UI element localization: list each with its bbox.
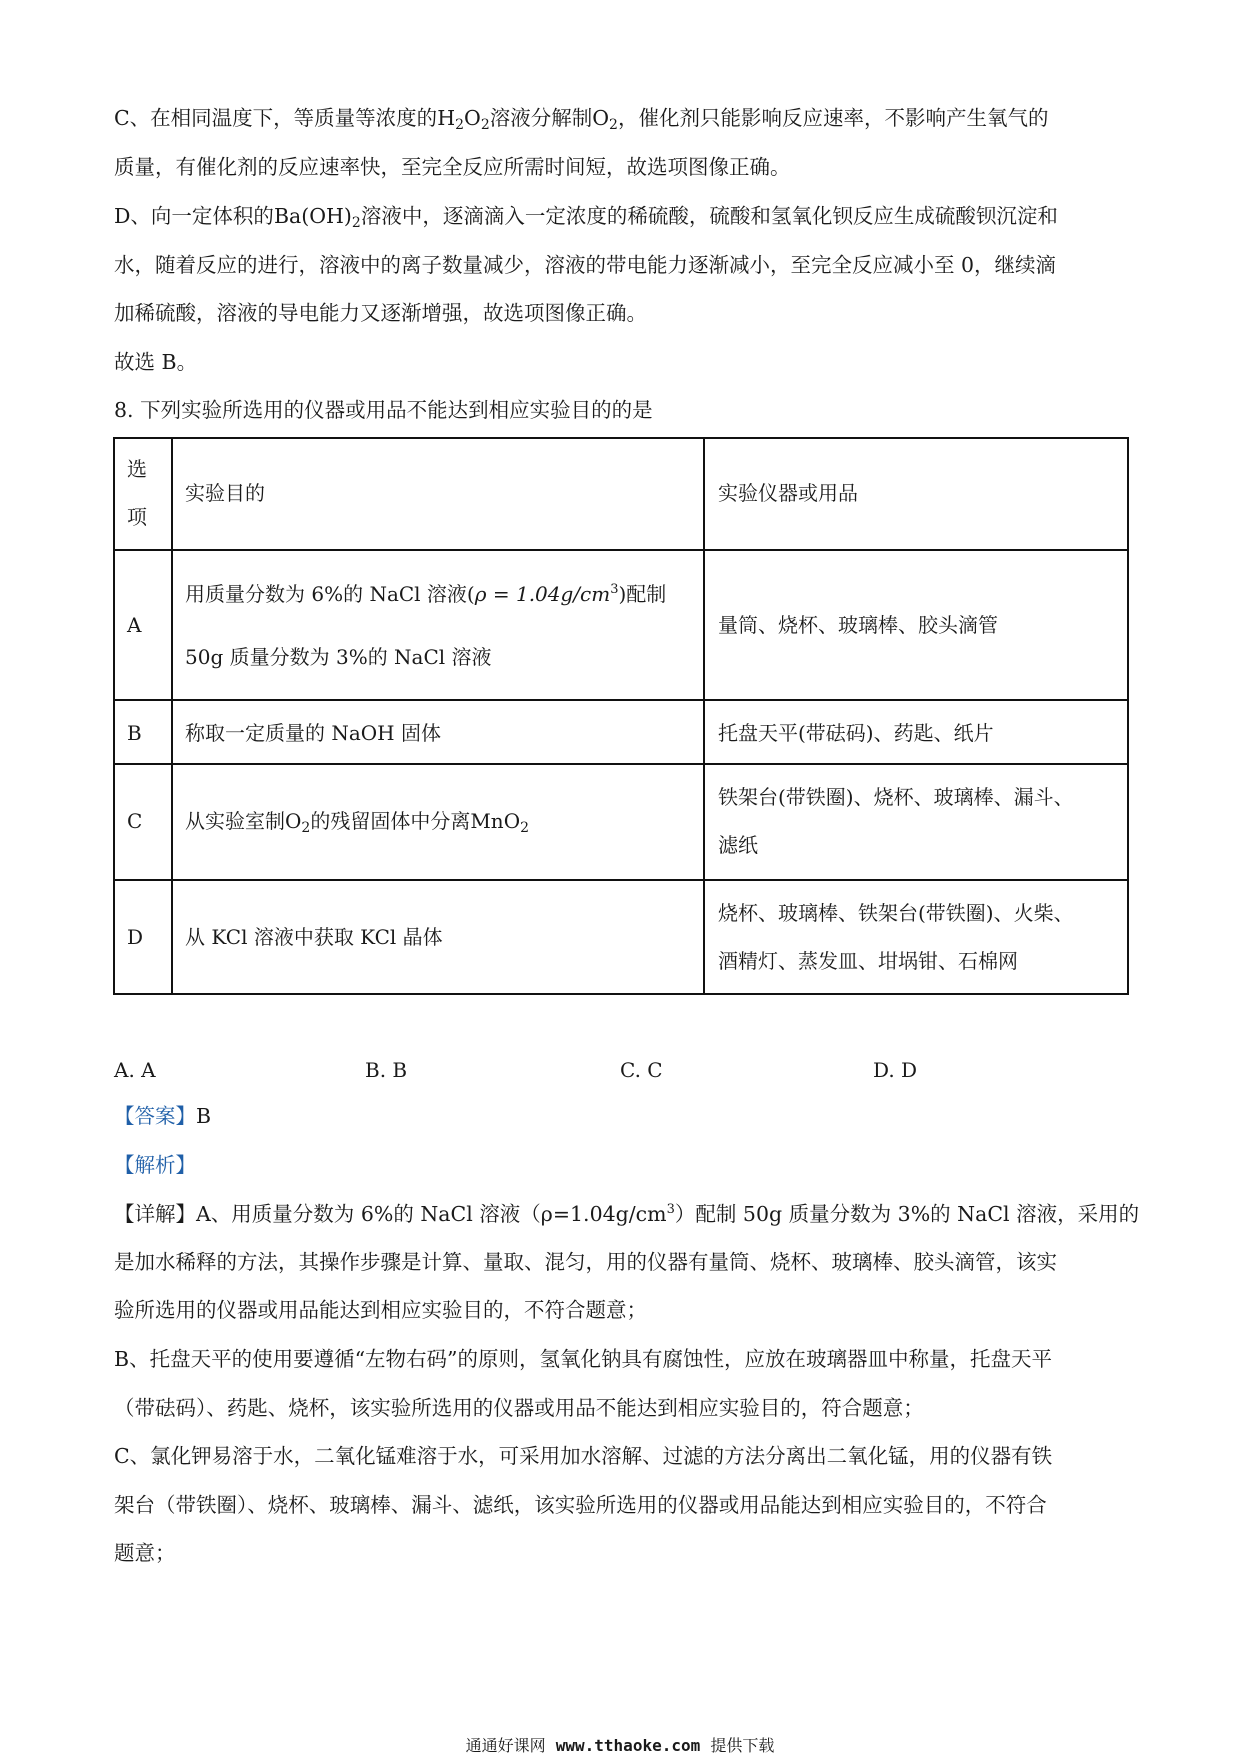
answer-line [114, 1106, 211, 1127]
table-rule [113, 437, 115, 995]
row-d-option: D [127, 925, 144, 949]
row-b-instruments: 托盘天平(带砝码)、药匙、纸片 [718, 721, 994, 745]
subscript: 2 [520, 820, 530, 836]
row-c-option: C [127, 809, 143, 833]
detail-c-line-3: 题意； [114, 1541, 176, 1565]
text: )配制 [618, 582, 667, 606]
experiment-table [113, 437, 1129, 995]
page-footer [0, 1733, 1240, 1756]
subscript: 2 [609, 117, 618, 133]
formula: ρ = 1.04g/cm [474, 582, 611, 606]
detail-b-line-1: B、托盘天平的使用要遵循“左物右码”的原则，氢氧化钠具有腐蚀性，应放在玻璃器皿中称量，托盘天平 [114, 1347, 1053, 1371]
choice-d: D. D [873, 1058, 918, 1082]
text: 从实验室制 [185, 809, 285, 833]
row-d-instruments-line-1: 烧杯、玻璃棒、铁架台(带铁圈)、火柴、 [718, 901, 1074, 925]
detail-b-line-2: （带砝码）、药匙、烧杯，该实验所选用的仪器或用品不能达到相应实验目的，符合题意； [114, 1396, 924, 1420]
detail-a-line-3: 验所选用的仪器或用品能达到相应实验目的，不符合题意； [114, 1298, 647, 1322]
table-rule [113, 549, 1129, 551]
subscript: 2 [351, 215, 361, 231]
formula: O [592, 106, 610, 130]
detail-c-line-1: C、氯化钾易溶于水，二氧化锰难溶于水，可采用加水溶解、过滤的方法分离出二氧化锰，用的仪器有铁 [114, 1444, 1053, 1468]
table-rule [113, 437, 1129, 439]
detail-a-line-2: 是加水稀释的方法，其操作步骤是计算、量取、混匀，用的仪器有量筒、烧杯、玻璃棒、胶头滴管，该实 [114, 1250, 1057, 1274]
row-d-instruments-line-2: 酒精灯、蒸发皿、坩埚钳、石棉网 [718, 949, 1018, 973]
header-option-1: 选 [127, 457, 147, 481]
choice-c: C. C [620, 1058, 663, 1082]
text: 用质量分数为 6%的 NaCl 溶液( [185, 582, 475, 606]
formula: Ba(OH) [273, 204, 352, 228]
detail-c-line-2: 架台（带铁圈）、烧杯、玻璃棒、漏斗、滤纸，该实验所选用的仪器或用品能达到相应实验目的，不符合 [114, 1493, 1047, 1517]
row-c-instruments-line-1: 铁架台(带铁圈)、烧杯、玻璃棒、漏斗、 [718, 785, 1074, 809]
row-a-option: A [127, 613, 142, 637]
formula: MnO [470, 809, 521, 833]
footer-url[interactable]: www.tthaoke.com [555, 1736, 701, 1755]
detail-a-line-1 [114, 1203, 1139, 1225]
formula: O [464, 106, 481, 130]
table-rule [113, 993, 1129, 995]
analysis-label: 【解析】 [114, 1153, 196, 1177]
row-a-instruments: 量筒、烧杯、玻璃棒、胶头滴管 [718, 613, 998, 637]
table-rule [113, 879, 1129, 881]
answer-value: B [196, 1104, 212, 1128]
table-rule [113, 763, 1129, 765]
table-rule [113, 699, 1129, 701]
text: 溶液分解制 [489, 106, 593, 130]
answer-label: 【答案】 [114, 1104, 196, 1128]
conclusion: 故选 B。 [114, 350, 198, 374]
table-rule [1127, 437, 1129, 995]
superscript: 3 [610, 582, 619, 597]
table-rule [703, 437, 705, 995]
c-explanation-line-1 [114, 108, 1048, 132]
text: ，催化剂只能影响反应速率，不影响产生氧气的 [617, 106, 1049, 130]
subscript: 2 [301, 820, 311, 836]
detail-label: 【详解】 [114, 1202, 196, 1226]
formula: O [285, 809, 302, 833]
row-c-instruments-line-2: 滤纸 [718, 833, 758, 857]
subscript: 2 [455, 117, 464, 133]
text: 的残留固体中分离 [310, 809, 471, 833]
table-rule [171, 437, 173, 995]
text: C、在相同温度下，等质量等浓度的 [114, 106, 438, 130]
superscript: 3 [666, 1202, 675, 1217]
row-a-purpose-line-2: 50g 质量分数为 3%的 NaCl 溶液 [185, 645, 492, 669]
row-a-purpose-line-1 [185, 583, 666, 604]
footer-suffix: 提供下载 [710, 1736, 775, 1755]
header-option-2: 项 [127, 505, 147, 529]
text: 溶液中，逐滴滴入一定浓度的稀硫酸，硫酸和氢氧化钡反应生成硫酸钡沉淀和 [360, 204, 1058, 228]
formula: H [437, 106, 456, 130]
footer-site: 通通好课网 [465, 1736, 546, 1755]
choice-a: A. A [114, 1058, 156, 1082]
text: ）配制 50g 质量分数为 3%的 NaCl 溶液，采用的 [674, 1202, 1140, 1226]
d-explanation-line-2: 水，随着反应的进行，溶液中的离子数量减少，溶液的带电能力逐渐减小，至完全反应减小至 0，继续滴 [114, 253, 1057, 277]
d-explanation-line-1 [114, 206, 1058, 230]
subscript: 2 [480, 117, 490, 133]
header-instruments: 实验仪器或用品 [718, 481, 858, 505]
row-b-option: B [127, 721, 142, 745]
row-b-purpose: 称取一定质量的 NaOH 固体 [185, 721, 441, 745]
header-purpose: 实验目的 [185, 481, 265, 505]
row-c-purpose [185, 811, 529, 835]
choice-b: B. B [365, 1058, 408, 1082]
c-explanation-line-2: 质量，有催化剂的反应速率快，至完全反应所需时间短，故选项图像正确。 [114, 155, 791, 179]
d-explanation-line-3: 加稀硫酸，溶液的导电能力又逐渐增强，故选项图像正确。 [114, 301, 647, 325]
text: D、向一定体积的 [114, 204, 274, 228]
question-stem: 8. 下列实验所选用的仪器或用品不能达到相应实验目的的是 [114, 398, 653, 422]
row-d-purpose: 从 KCl 溶液中获取 KCl 晶体 [185, 925, 443, 949]
text: A、用质量分数为 6%的 NaCl 溶液（ρ=1.04g/cm [196, 1202, 667, 1226]
